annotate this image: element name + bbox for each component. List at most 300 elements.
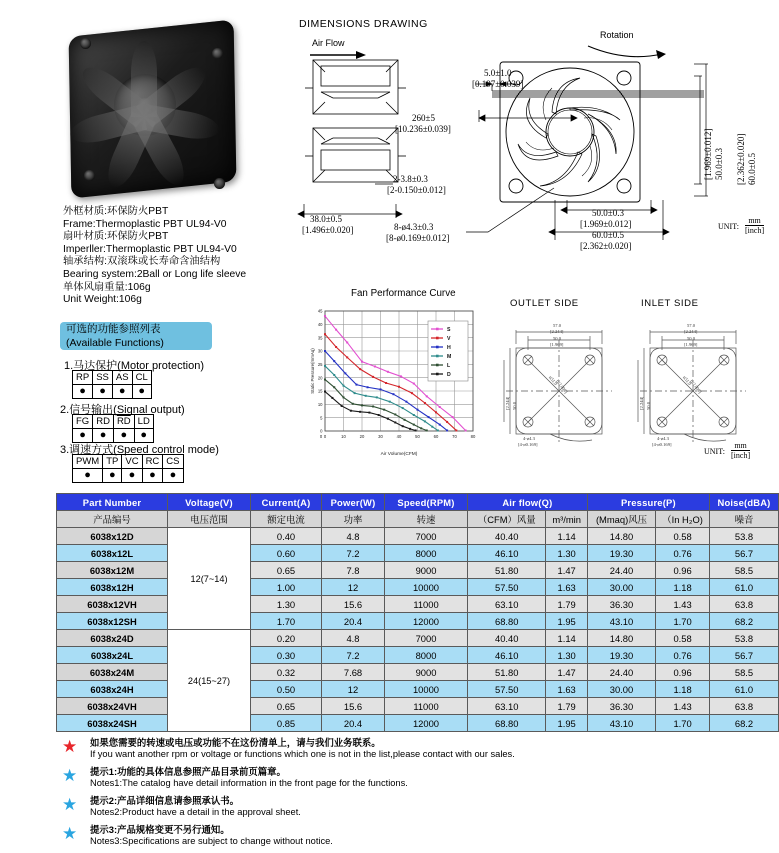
inlet-dim-outer-inch: [2.244] xyxy=(684,329,698,334)
note-text-cn: 提示3:产品规格变更不另行通知。 xyxy=(90,824,230,835)
cell-current: 0.60 xyxy=(251,545,322,562)
chart-marker xyxy=(452,416,454,418)
speed-control-label: 3.调速方式(Speed control mode) xyxy=(60,444,219,456)
cell-current: 0.50 xyxy=(251,681,322,698)
star-blue-icon: ★ xyxy=(62,766,78,785)
side-unit-numerator: mm xyxy=(731,441,750,451)
cell-speed: 10000 xyxy=(385,579,468,596)
chart-marker xyxy=(367,386,369,388)
fn-mark: ● xyxy=(134,429,153,443)
cell-noise: 68.2 xyxy=(710,715,779,732)
cell-pressure-mmaq: 14.80 xyxy=(587,528,655,545)
col-power-cn: 功率 xyxy=(322,511,385,528)
table-row xyxy=(57,596,779,613)
fn-cell[interactable]: CS xyxy=(163,455,183,469)
slot-leader-line xyxy=(375,180,397,188)
cell-pressure-mmaq: 43.10 xyxy=(587,715,655,732)
chart-marker xyxy=(417,409,419,411)
chart-marker xyxy=(324,315,326,317)
cell-power: 7.2 xyxy=(322,647,385,664)
table-row xyxy=(57,664,779,681)
spec-line: 扇叶材质:环保防火PBT xyxy=(63,231,169,243)
fn-mark: ● xyxy=(73,469,103,483)
available-functions-banner xyxy=(60,322,212,350)
outlet-dim-diag-mm: ø51.0 xyxy=(548,374,559,387)
chart-marker xyxy=(413,383,415,385)
unit-label: UNIT: xyxy=(718,222,739,231)
specification-list xyxy=(63,206,313,307)
cell-pressure-mmaq: 36.30 xyxy=(587,596,655,613)
chart-xtick: 20 xyxy=(359,434,365,439)
cell-speed: 7000 xyxy=(385,630,468,647)
chart-marker xyxy=(435,411,437,413)
fn-mark: ● xyxy=(122,469,142,483)
cell-speed: 12000 xyxy=(385,715,468,732)
cell-airflow-m3: 1.47 xyxy=(546,664,587,681)
note-text-en: If you want another rpm or voltage or functions which one is not in the list,please contact with our sales. xyxy=(90,748,515,759)
cell-pressure-inh2o: 1.70 xyxy=(656,715,710,732)
spec-line: 轴承结构:双滚珠或长寿命含油结构 xyxy=(63,256,221,268)
air-flow-label: Air Flow xyxy=(312,38,345,48)
table-row xyxy=(57,562,779,579)
chart-xtick: 40 xyxy=(396,434,402,439)
chart-marker xyxy=(324,350,326,352)
dim-lead-length-mm: 5.0±1.0 xyxy=(484,68,512,78)
chart-title: Fan Performance Curve xyxy=(351,288,456,299)
chart-marker xyxy=(378,414,380,416)
cell-part-number: 6038x12L xyxy=(57,545,168,562)
cell-noise: 63.8 xyxy=(710,698,779,715)
fn-cell[interactable]: FG xyxy=(73,415,93,429)
fan-screw-tl xyxy=(80,38,91,49)
chart-ytick: 40 xyxy=(317,321,323,327)
unit-denominator: [inch] xyxy=(745,226,765,235)
chart-marker xyxy=(333,386,335,388)
table-row xyxy=(57,545,779,562)
chart-ylabel: Static Pressure(mmAq) xyxy=(310,348,315,394)
col-pressure: Pressure(P) xyxy=(587,494,709,511)
chart-marker xyxy=(415,429,417,431)
chart-marker xyxy=(335,329,337,331)
cell-current: 0.30 xyxy=(251,647,322,664)
fn-cell[interactable]: RC xyxy=(142,455,163,469)
outlet-dim-pitch-mm: 50.0 xyxy=(553,336,562,341)
cell-airflow-cfm: 57.50 xyxy=(468,579,546,596)
inlet-dim-vouter: [2.244] xyxy=(639,396,644,410)
chart-marker xyxy=(372,376,374,378)
chart-legend-marker xyxy=(436,328,439,331)
fn-mark: ● xyxy=(113,429,134,443)
chart-marker xyxy=(380,388,382,390)
cell-noise: 61.0 xyxy=(710,681,779,698)
chart-marker xyxy=(324,365,326,367)
cell-pressure-inh2o: 1.43 xyxy=(656,596,710,613)
cell-airflow-m3: 1.30 xyxy=(546,647,587,664)
cell-voltage-range: 12(7~14) xyxy=(168,528,251,630)
outlet-dim-hole-mm: 4-ø4.3 xyxy=(523,436,535,441)
chart-marker xyxy=(411,392,413,394)
chart-ytick: 25 xyxy=(317,361,323,367)
col-current: Current(A) xyxy=(251,494,322,511)
inlet-dim-pitch-mm: 50.0 xyxy=(687,336,696,341)
fan-screw-bl xyxy=(84,170,95,181)
chart-ytick: 15 xyxy=(317,388,323,394)
table-row xyxy=(73,415,154,429)
chart-marker xyxy=(374,365,376,367)
dim-pitch-mm: 50.0±0.3 xyxy=(592,208,624,218)
cell-pressure-mmaq: 43.10 xyxy=(587,613,655,630)
chart-marker xyxy=(426,395,428,397)
cell-pressure-inh2o: 0.96 xyxy=(656,562,710,579)
fn-cell[interactable]: VC xyxy=(122,455,142,469)
dim-size-mm: 60.0±0.5 xyxy=(592,230,624,240)
chart-marker xyxy=(341,405,343,407)
cell-noise: 56.7 xyxy=(710,545,779,562)
chart-marker xyxy=(354,392,356,394)
chart-marker xyxy=(343,396,345,398)
col-power: Power(W) xyxy=(322,494,385,511)
available-functions-title-en: (Available Functions) xyxy=(66,337,164,350)
chart-marker xyxy=(405,401,407,403)
dim-v-size-mm: 60.0±0.5 xyxy=(747,153,757,185)
cell-airflow-cfm: 40.40 xyxy=(468,630,546,647)
chart-marker xyxy=(333,360,335,362)
chart-series-M xyxy=(325,366,438,431)
dim-v-pitch-mm: 50.0±0.3 xyxy=(714,148,724,180)
dim-size-inch: [2.362±0.020] xyxy=(580,241,632,251)
col-voltage: Voltage(V) xyxy=(168,494,251,511)
chart-marker xyxy=(392,393,394,395)
chart-marker xyxy=(324,391,326,393)
col-airflow: Air flow(Q) xyxy=(468,494,588,511)
chart-marker xyxy=(385,382,387,384)
cell-airflow-cfm: 51.80 xyxy=(468,664,546,681)
cell-pressure-inh2o: 0.58 xyxy=(656,630,710,647)
depth-dim-line xyxy=(296,200,406,222)
cell-airflow-m3: 1.95 xyxy=(546,715,587,732)
table-subheader-row xyxy=(57,511,779,528)
chart-ytick: 30 xyxy=(317,348,323,354)
outlet-dim-outer-inch: [2.244] xyxy=(550,329,564,334)
chart-xtick: 80 xyxy=(470,434,476,439)
cell-pressure-inh2o: 1.43 xyxy=(656,698,710,715)
fn-cell[interactable]: CL xyxy=(132,371,151,385)
chart-marker xyxy=(409,428,411,430)
table-row xyxy=(57,647,779,664)
fn-cell[interactable]: RD xyxy=(93,415,114,429)
cell-part-number: 6038x12SH xyxy=(57,613,168,630)
outlet-dim-outer-mm: 57.0 xyxy=(553,323,562,328)
chart-marker xyxy=(352,403,354,405)
chart-marker xyxy=(402,425,404,427)
cell-pressure-mmaq: 24.40 xyxy=(587,664,655,681)
cell-power: 7.68 xyxy=(322,664,385,681)
note-row xyxy=(62,824,722,848)
chart-marker xyxy=(346,356,348,358)
dim-slot-mm: 2-3.8±0.3 xyxy=(393,174,428,184)
chart-legend-marker xyxy=(436,346,439,349)
specification-table xyxy=(56,493,779,732)
fn-cell[interactable]: LD xyxy=(134,415,153,429)
chart-marker xyxy=(437,429,439,431)
dimensions-drawing-title: DIMENSIONS DRAWING xyxy=(299,18,428,30)
chart-marker xyxy=(439,406,441,408)
chart-legend-marker xyxy=(436,373,439,376)
cell-airflow-cfm: 46.10 xyxy=(468,545,546,562)
cell-current: 1.30 xyxy=(251,596,322,613)
fn-cell[interactable]: SS xyxy=(93,371,113,385)
cell-pressure-mmaq: 30.00 xyxy=(587,681,655,698)
cell-speed: 10000 xyxy=(385,681,468,698)
fan-front-view-drawing xyxy=(496,58,696,206)
chart-ytick: 5 xyxy=(320,415,323,421)
chart-marker xyxy=(413,424,415,426)
cell-speed: 9000 xyxy=(385,664,468,681)
chart-marker xyxy=(359,411,361,413)
cell-power: 7.2 xyxy=(322,545,385,562)
chart-marker xyxy=(376,396,378,398)
note-text-en: Notes1:The catalog have detail information in the front page for the functions. xyxy=(90,777,408,788)
dim-slot-inch: [2-0.150±0.012] xyxy=(387,185,446,195)
chart-legend-marker xyxy=(436,355,439,358)
chart-marker xyxy=(389,401,391,403)
chart-legend-marker xyxy=(436,337,439,340)
cell-pressure-inh2o: 1.18 xyxy=(656,681,710,698)
chart-marker xyxy=(404,419,406,421)
note-text-cn: 提示1:功能的具体信息参照产品目录前页篇章。 xyxy=(90,766,286,777)
dim-pitch-inch: [1.969±0.012] xyxy=(580,219,632,229)
chart-xtick: 0 xyxy=(319,434,323,439)
cell-speed: 7000 xyxy=(385,528,468,545)
dim-wire-length-mm: 260±5 xyxy=(412,113,435,123)
cell-current: 0.85 xyxy=(251,715,322,732)
chart-marker xyxy=(394,421,396,423)
chart-legend-label: M xyxy=(447,354,452,360)
chart-marker xyxy=(420,427,422,429)
chart-marker xyxy=(383,409,385,411)
motor-protection-table xyxy=(72,370,152,399)
fn-mark: ● xyxy=(142,469,163,483)
cell-pressure-inh2o: 0.76 xyxy=(656,545,710,562)
fan-screw-tr xyxy=(212,48,223,59)
cell-noise: 53.8 xyxy=(710,630,779,647)
cell-pressure-mmaq: 24.40 xyxy=(587,562,655,579)
chart-marker xyxy=(426,429,428,431)
spec-line: 单体风扇重量:106g xyxy=(63,281,151,293)
note-text-cn: 如果您需要的转速或电压或功能不在这份清单上，请与我们业务联系。 xyxy=(90,737,381,748)
cell-pressure-mmaq: 30.00 xyxy=(587,579,655,596)
motor-protection-label: 1.马达保护(Motor protection) xyxy=(64,360,204,372)
cell-airflow-cfm: 68.80 xyxy=(468,613,546,630)
chart-marker xyxy=(398,386,400,388)
cell-airflow-m3: 1.14 xyxy=(546,528,587,545)
table-row xyxy=(57,528,779,545)
spec-line: Frame:Thermoplastic PBT UL94-V0 xyxy=(63,218,227,230)
cell-current: 0.65 xyxy=(251,562,322,579)
chart-marker xyxy=(365,395,367,397)
chart-marker xyxy=(428,416,430,418)
fn-mark: ● xyxy=(103,469,122,483)
available-functions-title-cn: 可选的功能参照列表 xyxy=(66,323,161,335)
cell-speed: 12000 xyxy=(385,613,468,630)
footer-notes xyxy=(62,737,722,853)
spec-line: 外框材质:环保防火PBT xyxy=(63,206,169,217)
fn-cell[interactable]: AS xyxy=(112,371,132,385)
side-unit-denominator: [inch] xyxy=(731,451,751,460)
dim-depth-inch: [1.496±0.020] xyxy=(302,225,354,235)
note-row xyxy=(62,766,722,790)
cell-speed: 9000 xyxy=(385,562,468,579)
cell-airflow-m3: 1.63 xyxy=(546,681,587,698)
cell-power: 4.8 xyxy=(322,528,385,545)
cell-airflow-cfm: 68.80 xyxy=(468,715,546,732)
fn-mark: ● xyxy=(73,429,93,443)
spec-line: Unit Weight:106g xyxy=(63,294,142,306)
note-row xyxy=(62,737,722,761)
cell-pressure-mmaq: 19.30 xyxy=(587,647,655,664)
chart-marker xyxy=(335,346,337,348)
chart-marker xyxy=(361,404,363,406)
chart-ytick: 10 xyxy=(317,401,323,407)
table-row xyxy=(57,613,779,630)
fn-cell[interactable]: PWM xyxy=(73,455,103,469)
inlet-dim-hole-mm: 4-ø4.3 xyxy=(657,436,669,441)
cell-speed: 11000 xyxy=(385,596,468,613)
cell-part-number: 6038x24L xyxy=(57,647,168,664)
cell-power: 4.8 xyxy=(322,630,385,647)
product-photo xyxy=(62,22,247,200)
cell-part-number: 6038x24VH xyxy=(57,698,168,715)
col-cfm-cn: （CFM）风量 xyxy=(468,511,546,528)
chart-marker xyxy=(446,429,448,431)
col-voltage-cn: 电压范围 xyxy=(168,511,251,528)
col-speed: Speed(RPM) xyxy=(385,494,468,511)
table-row xyxy=(57,698,779,715)
cell-power: 15.6 xyxy=(322,596,385,613)
star-blue-icon: ★ xyxy=(62,824,78,843)
dim-depth-mm: 38.0±0.5 xyxy=(310,214,342,224)
chart-xlabel: Air Volume(CFM) xyxy=(380,452,418,457)
rotation-label: Rotation xyxy=(600,30,634,40)
chart-series-D xyxy=(325,392,416,431)
cell-current: 1.00 xyxy=(251,579,322,596)
cell-pressure-mmaq: 14.80 xyxy=(587,630,655,647)
col-speed-cn: 转速 xyxy=(385,511,468,528)
inlet-side-title: INLET SIDE xyxy=(641,298,699,309)
cell-noise: 61.0 xyxy=(710,579,779,596)
fn-cell[interactable]: TP xyxy=(103,455,122,469)
chart-marker xyxy=(431,426,433,428)
chart-ytick: 0 xyxy=(320,428,323,434)
cell-airflow-m3: 1.79 xyxy=(546,698,587,715)
table-row xyxy=(73,385,152,399)
chart-legend-label: D xyxy=(447,372,451,378)
fan-performance-chart xyxy=(300,303,485,463)
chart-marker xyxy=(387,371,389,373)
signal-output-label: 2.信号输出(Signal output) xyxy=(60,404,185,416)
star-red-icon: ★ xyxy=(62,737,78,756)
fn-cell[interactable]: $\overline{RD}$ xyxy=(113,415,134,429)
dim-hole-mm: 8-ø4.3±0.3 xyxy=(394,222,434,232)
cell-airflow-m3: 1.47 xyxy=(546,562,587,579)
inlet-dim-vpitch: 50.0 xyxy=(646,401,651,410)
dim-hole-inch: [8-ø0.169±0.012] xyxy=(386,233,450,243)
front-vert-dim-lines xyxy=(694,54,740,206)
chart-xtick: 70 xyxy=(452,434,457,439)
table-row xyxy=(57,579,779,596)
cell-current: 0.32 xyxy=(251,664,322,681)
cell-voltage-range: 24(15~27) xyxy=(168,630,251,732)
chart-ytick: 20 xyxy=(317,375,323,381)
cell-speed: 11000 xyxy=(385,698,468,715)
note-row xyxy=(62,795,722,819)
outlet-dim-vpitch: 50.0 xyxy=(512,401,517,410)
outlet-dim-hole-inch: [4-ø0.169] xyxy=(518,442,538,447)
chart-marker xyxy=(368,412,370,414)
speed-control-table xyxy=(72,454,184,483)
table-row xyxy=(57,630,779,647)
chart-xtick: 50 xyxy=(415,434,420,439)
chart-xtick: 60 xyxy=(433,434,439,439)
fn-mark: ● xyxy=(112,385,132,399)
cell-speed: 8000 xyxy=(385,647,468,664)
chart-marker xyxy=(394,413,396,415)
chart-marker xyxy=(350,410,352,412)
cell-noise: 63.8 xyxy=(710,596,779,613)
cell-noise: 56.7 xyxy=(710,647,779,664)
chart-marker xyxy=(387,418,389,420)
chart-marker xyxy=(413,414,415,416)
cell-airflow-m3: 1.63 xyxy=(546,579,587,596)
col-m3min: m³/min xyxy=(546,511,587,528)
cell-power: 15.6 xyxy=(322,698,385,715)
cell-pressure-inh2o: 0.58 xyxy=(656,528,710,545)
chart-marker xyxy=(424,420,426,422)
fn-mark: ● xyxy=(163,469,183,483)
cell-noise: 58.5 xyxy=(710,664,779,681)
cell-part-number: 6038x12D xyxy=(57,528,168,545)
table-row xyxy=(57,681,779,698)
chart-marker xyxy=(343,385,345,387)
chart-ytick: 35 xyxy=(317,335,323,341)
fan-screw-br xyxy=(214,178,225,189)
side-unit-fraction xyxy=(731,441,750,460)
cell-airflow-cfm: 57.50 xyxy=(468,681,546,698)
cell-airflow-m3: 1.30 xyxy=(546,545,587,562)
dim-v-size-inch: [2.362±0.020] xyxy=(736,133,746,185)
cell-speed: 8000 xyxy=(385,545,468,562)
cell-airflow-m3: 1.14 xyxy=(546,630,587,647)
chart-marker xyxy=(361,361,363,363)
spec-line: Imperller:Thermoplastic PBT UL94-V0 xyxy=(63,243,237,255)
fn-cell[interactable]: RP xyxy=(73,371,93,385)
cell-current: 0.65 xyxy=(251,698,322,715)
chart-xtick: 0 xyxy=(323,434,327,439)
inlet-dim-diag-mm: ø51.0 xyxy=(682,374,693,387)
note-text-en: Notes3:Specifications are subject to change without notice. xyxy=(90,835,333,846)
col-mmaq-cn: (Mmaq)风压 xyxy=(587,511,655,528)
table-row xyxy=(57,715,779,732)
inlet-dim-hole-inch: [4-ø0.169] xyxy=(652,442,672,447)
chart-legend-label: V xyxy=(447,336,451,342)
fn-mark: ● xyxy=(132,385,151,399)
chart-xtick: 10 xyxy=(341,434,346,439)
table-row xyxy=(73,469,184,483)
inlet-dim-pitch-inch: [1.969] xyxy=(684,342,698,347)
cell-pressure-inh2o: 0.76 xyxy=(656,647,710,664)
cell-noise: 53.8 xyxy=(710,528,779,545)
col-part-number: Part Number xyxy=(57,494,168,511)
